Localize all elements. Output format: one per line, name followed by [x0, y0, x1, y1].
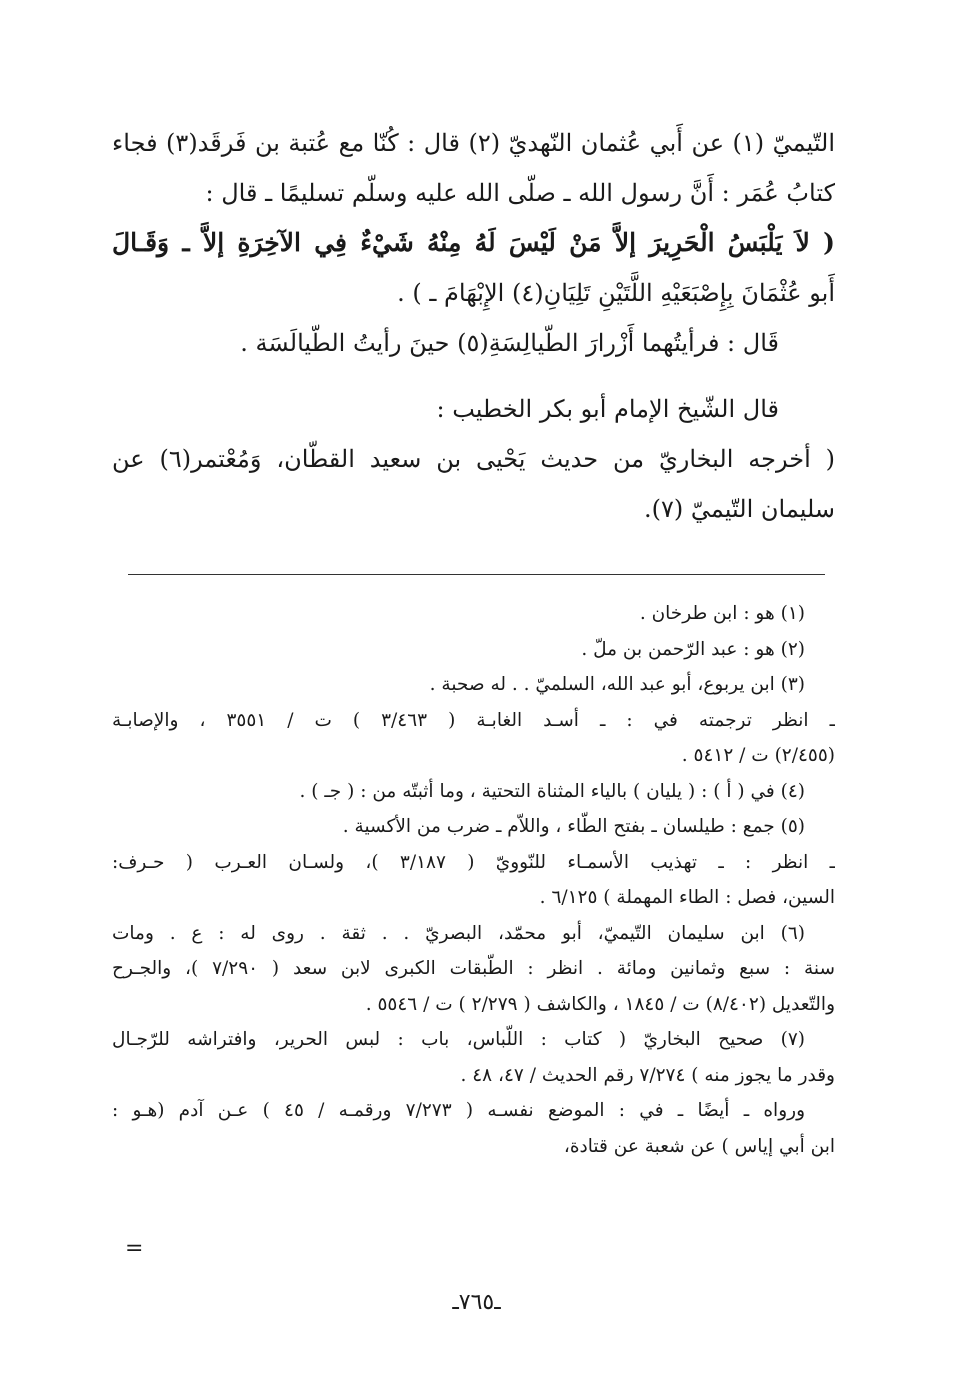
footnote-line: (٧) صحيح البخاريّ ( كتاب : اللّباس، باب : لبس الحرير، وافتراشه للرّجـال	[112, 1029, 805, 1050]
page-number: ـ٧٦٥ـ	[452, 1290, 501, 1315]
footnote-line: (٣) ابن يربوع، أبو عبد الله، السلميّ . . له صحبة .	[429, 674, 805, 695]
footnote-line: والتّعديل (٨/٤٠٢) ت / ١٨٤٥ ، والكاشف ( ٢/٢٧٩ ) ت / ٥٥٤٦ .	[365, 993, 835, 1015]
footnote-line: السين، فصل : الطاء المهملة ) ٦/١٢٥ .	[539, 887, 835, 908]
footnote-line: سنة : سبع وثمانين ومائة . انظر : الطّبقات الكبرى لابن سعد ( ٧/٢٩٠ )، والجـرح	[112, 958, 835, 979]
continuation-mark: =	[125, 1236, 144, 1261]
footnote-line: ـ انظر : ـ تهذيب الأسمـاء للنّوويّ ( ٣/١٨٧ )، ولسـان العـرب ( حـرف:	[112, 851, 835, 873]
hadith-line: أَبو عُثْمَانَ بِإِصْبَعَيْهِ اللَّتَيْنِ تَلِيَانِ(٤) الإِبْهَامَ ـ ) .	[397, 279, 835, 307]
main-line: ( أخرجه البخاريّ من حديث يَحْيى بن سعيد القطّان، وَمُعْتمر(٦) عن	[112, 445, 835, 473]
footnote-line: (٥) جمع : طيلسان ـ بفتح الطّاء ، واللاّم ـ ضرب من الأكسية .	[342, 816, 805, 837]
footnote-line: (٤) في ( أ ) : ( يليان ) بالياء المثناة التحتية ، وما أثبتّه من : ( جـ ) .	[299, 780, 805, 802]
footnote-divider	[128, 574, 825, 575]
footnote-line: ـ انظر ترجمته في : ـ أسـد الغابـة ( ٣/٤٦٣ ) ت / ٣٥٥١ ، والإصابـة	[112, 709, 835, 731]
main-line: كتابُ عُمَر : أَنَّ رسول الله ـ صلّى الله عليه وسلّم تسليمًا ـ قال :	[205, 179, 835, 207]
main-text	[112, 118, 835, 534]
main-line: سليمان التّيميّ (٧).	[644, 495, 835, 523]
footnote-line: ابن أبي إياس ) عن شعبة عن قتادة،	[563, 1135, 835, 1157]
hadith-line: ( لاَ يَلْبَسُ الْحَرِيرَ إلاَّ مَنْ لَيْسَ لَهُ مِنْهُ شَيْءٌ فِي الآخِرَةِ إلاَّ ـ وَقَـالَ	[112, 228, 835, 257]
footnote-line: (١) هو : ابن طرخان .	[639, 603, 805, 624]
footnote-line: ورواه ـ أيضًا ـ في : الموضع نفسـه ( ٧/٢٧٣ ورقمـه / ٤٥ ) عـن آدم (هـو :	[112, 1100, 805, 1121]
footnote-line: وقدر ما يجوز منه ) ٧/٢٧٤ رقم الحديث / ٤٧، ٤٨ .	[460, 1064, 835, 1086]
footnote-line: (٦) ابن سليمان التّيميّ، أبو محمّد، البصريّ . . ثقة . روى له : ع . ومات	[112, 922, 805, 944]
footnote-line: (٢) هو : عبد الرّحمن بن ملّ .	[581, 638, 805, 660]
main-line: قال الشّيخ الإمام أبو بكر الخطيب :	[436, 395, 779, 423]
main-line: قَال : فرأيتُهما أَزْرارَ الطّيالِسَةِ(٥) حينَ رأيتُ الطّيالَسَة .	[240, 329, 779, 357]
footnote-line: (٢/٤٥٥) ت / ٥٤١٢ .	[681, 745, 835, 766]
main-line: التّيميّ (١) عن أَبي عُثمان النّهديّ (٢) قال : كُنّا مع عُتبة بن فَرقَد(٣) فجاء	[112, 129, 835, 157]
footnotes	[112, 596, 835, 1164]
